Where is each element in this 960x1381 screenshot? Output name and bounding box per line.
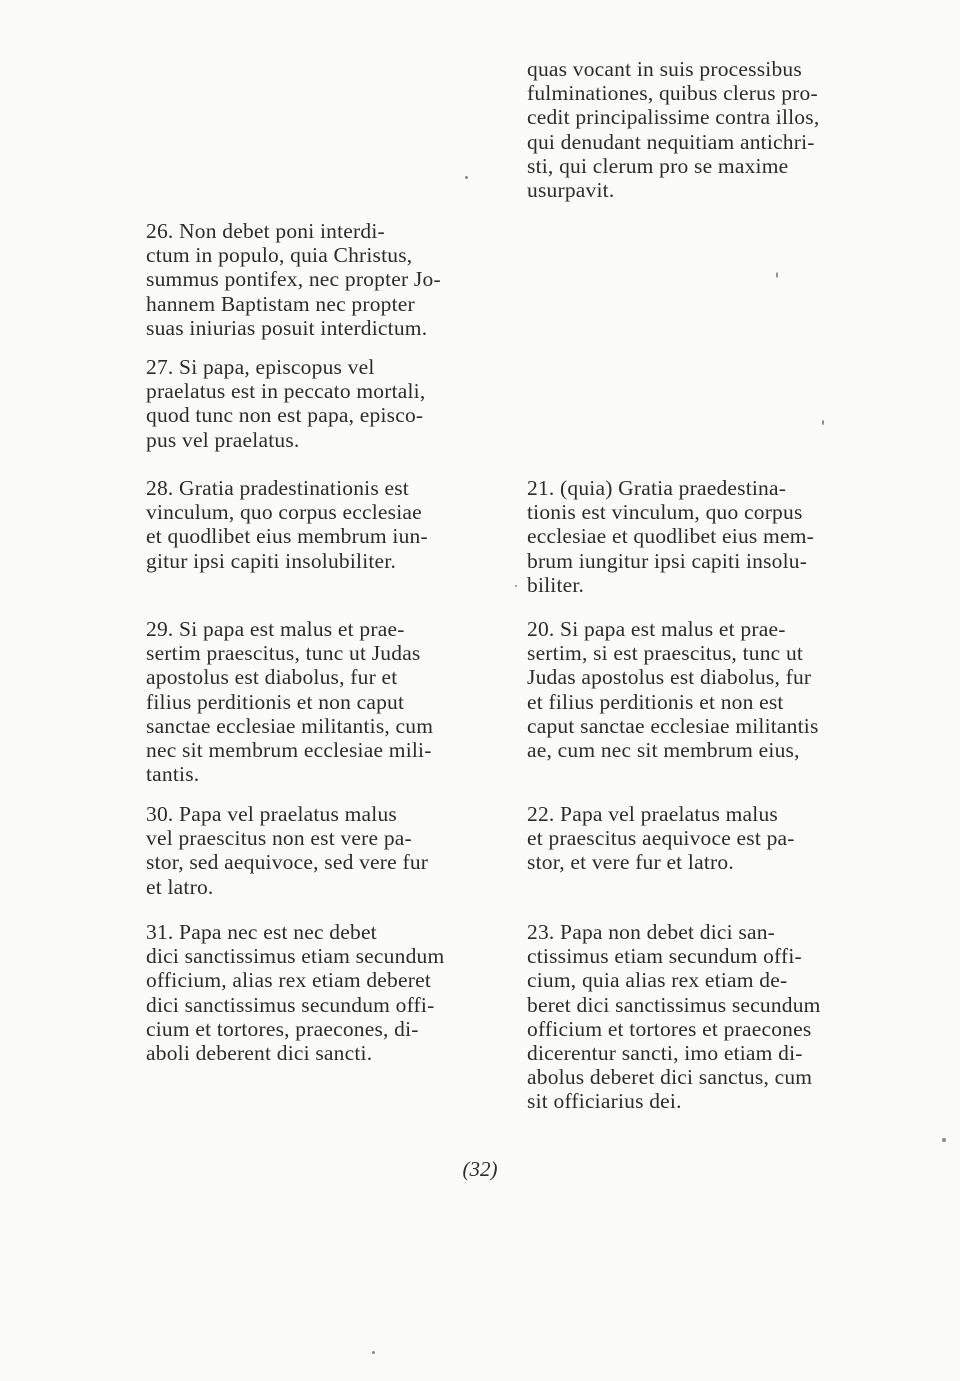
scan-speck: [776, 272, 778, 278]
article-26-paragraph: 26. Non debet poni interdi- ctum in populo, quia Christus, summus pontifex, nec propter Jo- hannem Baptistam nec propter suas iniurias posuit interdictum.: [146, 219, 441, 340]
scan-speck: [372, 1351, 375, 1354]
article-22-paragraph: 22. Papa vel praelatus malus et praescitus aequivoce est pa- stor, et vere fur et latro.: [527, 802, 795, 875]
page-number: (32): [462, 1157, 498, 1181]
article-27-paragraph: 27. Si papa, episcopus vel praelatus est in peccato mortali, quod tunc non est papa, episco- pus vel praelatus.: [146, 355, 426, 452]
article-29-paragraph: 29. Si papa est malus et prae- sertim praescitus, tunc ut Judas apostolus est diabolus, fur et filius perditionis et non caput sanctae ecclesiae militantis, cum nec sit membrum ecclesiae mili- tantis.: [146, 617, 434, 787]
article-31-paragraph: 31. Papa nec est nec debet dici sanctissimus etiam secundum officium, alias rex etiam deberet dici sanctissimus secundum offi- cium et tortores, praecones, di- aboli deberent dici sancti.: [146, 920, 445, 1066]
right-continuation-paragraph: quas vocant in suis processibus fulminationes, quibus clerus pro- cedit principalissime contra illos, qui denudant nequitiam antichri- sti, qui clerum pro se maxime usurpavit.: [527, 57, 820, 203]
article-20-paragraph: 20. Si papa est malus et prae- sertim, si est praescitus, tunc ut Judas apostolus est diabolus, fur et filius perditionis et non est caput sanctae ecclesiae militantis ae, cum nec sit membrum eius,: [527, 617, 819, 763]
scan-speck: [822, 420, 824, 425]
article-21-paragraph: 21. (quia) Gratia praedestina- tionis est vinculum, quo corpus ecclesiae et quodlibet eius mem- brum iungitur ipsi capiti insolu- biliter.: [527, 476, 814, 597]
scan-speck: [465, 176, 468, 179]
article-30-paragraph: 30. Papa vel praelatus malus vel praescitus non est vere pa- stor, sed aequivoce, sed vere fur et latro.: [146, 802, 429, 899]
article-28-paragraph: 28. Gratia pradestinationis est vinculum, quo corpus ecclesiae et quodlibet eius membrum iun- gitur ipsi capiti insolubiliter.: [146, 476, 428, 573]
scan-speck: [515, 585, 517, 587]
scan-speck: [942, 1138, 946, 1142]
article-23-paragraph: 23. Papa non debet dici san- ctissimus etiam secundum offi- cium, quia alias rex etiam de- beret dici sanctissimus secundum officium et tortores et praecones dicerentur sancti, imo etiam di- abolus deberet dici sanctus, cum sit officiarius dei.: [527, 920, 821, 1114]
